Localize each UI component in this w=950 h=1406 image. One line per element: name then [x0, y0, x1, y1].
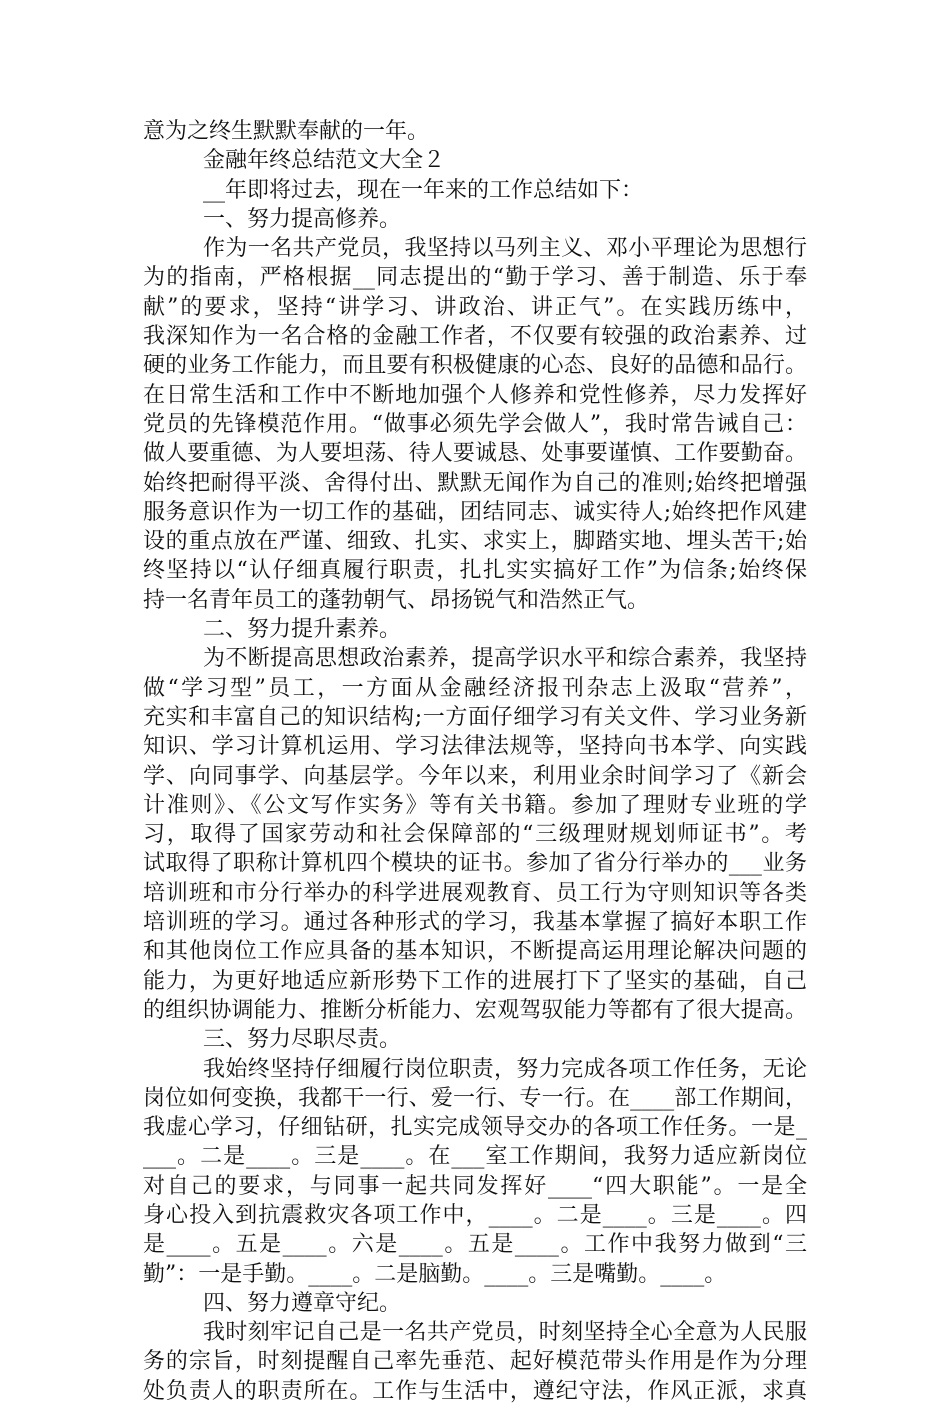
text-line: 党员的先锋模范作用。“做事必须先学会做人”，我时常告诫自己：	[143, 411, 807, 437]
text-line: 培训班和市分行举办的科学进展观教育、员工行为守则知识等各类	[143, 880, 807, 906]
text-line: 在日常生活和工作中不断地加强个人修养和党性修养，尽力发挥好	[143, 382, 807, 408]
text-line: 终坚持以“认仔细真履行职责，扎扎实实搞好工作”为信条;始终保	[143, 558, 807, 584]
text-line: 我时刻牢记自己是一名共产党员，时刻坚持全心全意为人民服	[203, 1320, 807, 1346]
text-line: 充实和丰富自己的知识结构;一方面仔细学习有关文件、学习业务新	[143, 704, 807, 730]
text-line: 我深知作为一名合格的金融工作者，不仅要有较强的政治素养、过	[143, 324, 807, 350]
text-line: 和其他岗位工作应具备的基本知识，不断提高运用理论解决问题的	[143, 939, 807, 965]
text-line: 服务意识作为一切工作的基础，团结同志、诚实待人;始终把作风建	[143, 499, 807, 525]
text-line: 献”的要求，坚持“讲学习、讲政治、讲正气”。在实践历练中，	[143, 294, 807, 320]
text-line: 意为之终生默默奉献的一年。	[143, 119, 430, 144]
text-line: 始终把耐得平淡、舍得付出、默默无闻作为自己的准则;始终把增强	[143, 470, 807, 496]
text-line: 我虚心学习，仔细钻研，扎实完成领导交办的各项工作任务。一是_	[143, 1115, 807, 1141]
text-line: 处负责人的职责所在。工作与生活中，遵纪守法，作风正派，求真	[143, 1378, 807, 1404]
text-line: 四、努力遵章守纪。	[203, 1290, 402, 1316]
text-line: 计准则》、《公文写作实务》等有关书籍。参加了理财专业班的学	[143, 792, 807, 818]
text-line: 勤”：一是手勤。____。二是脑勤。____。三是嘴勤。____。	[143, 1261, 727, 1287]
document-body	[143, 117, 807, 1406]
text-line: 试取得了职称计算机四个模块的证书。参加了省分行举办的___业务	[143, 851, 807, 877]
text-line: 为不断提高思想政治素养，提高学识水平和综合素养，我坚持	[203, 646, 807, 672]
text-line: 做“学习型”员工，一方面从金融经济报刊杂志上汲取“营养”，	[143, 675, 807, 701]
text-line: 习，取得了国家劳动和社会保障部的“三级理财规划师证书”。考	[143, 822, 807, 848]
text-line: 作为一名共产党员，我坚持以马列主义、邓小平理论为思想行	[203, 236, 807, 262]
text-line: 一、努力提高修养。	[203, 206, 402, 232]
text-line: 为的指南，严格根据__同志提出的“勤于学习、善于制造、乐于奉	[143, 265, 807, 291]
text-line: 务的宗旨，时刻提醒自己率先垂范、起好模范带头作用是作为分理	[143, 1349, 807, 1375]
text-line: 对自己的要求，与同事一起共同发挥好____“四大职能”。一是全	[143, 1173, 807, 1199]
text-line: 能力，为更好地适应新形势下工作的进展打下了坚实的基础，自己	[143, 968, 807, 994]
text-line: 的组织协调能力、推断分析能力、宏观驾驭能力等都有了很大提高。	[143, 997, 807, 1023]
text-line: 身心投入到抗震救灾各项工作中，____。二是____。三是____。四	[143, 1202, 807, 1228]
text-line: 是____。五是____。六是____。五是____。工作中我努力做到“三	[143, 1232, 807, 1258]
text-line: 硬的业务工作能力，而且要有积极健康的心态、良好的品德和品行。	[143, 353, 807, 379]
text-line: 岗位如何变换，我都干一行、爱一行、专一行。在____部工作期间，	[143, 1085, 807, 1111]
text-line: __年即将过去，现在一年来的工作总结如下：	[203, 177, 644, 203]
text-line: 知识、学习计算机运用、学习法律法规等，坚持向书本学、向实践	[143, 734, 807, 760]
text-line: 设的重点放在严谨、细致、扎实、求实上，脚踏实地、埋头苦干;始	[143, 529, 807, 555]
text-line: 培训班的学习。通过各种形式的学习，我基本掌握了搞好本职工作	[143, 910, 807, 936]
text-line: 二、努力提升素养。	[203, 617, 402, 643]
text-line: 持一名青年员工的蓬勃朝气、昂扬锐气和浩然正气。	[143, 587, 650, 613]
text-line: 学、向同事学、向基层学。今年以来，利用业余时间学习了《新会	[143, 763, 807, 789]
text-line: ___。二是____。三是____。在___室工作期间，我努力适应新岗位	[143, 1144, 807, 1170]
text-line: 金融年终总结范文大全２	[203, 148, 446, 174]
text-line: 我始终坚持仔细履行岗位职责，努力完成各项工作任务，无论	[203, 1056, 807, 1082]
text-line: 做人要重德、为人要坦荡、待人要诚恳、处事要谨慎、工作要勤奋。	[143, 441, 807, 467]
text-line: 三、努力尽职尽责。	[203, 1027, 402, 1053]
